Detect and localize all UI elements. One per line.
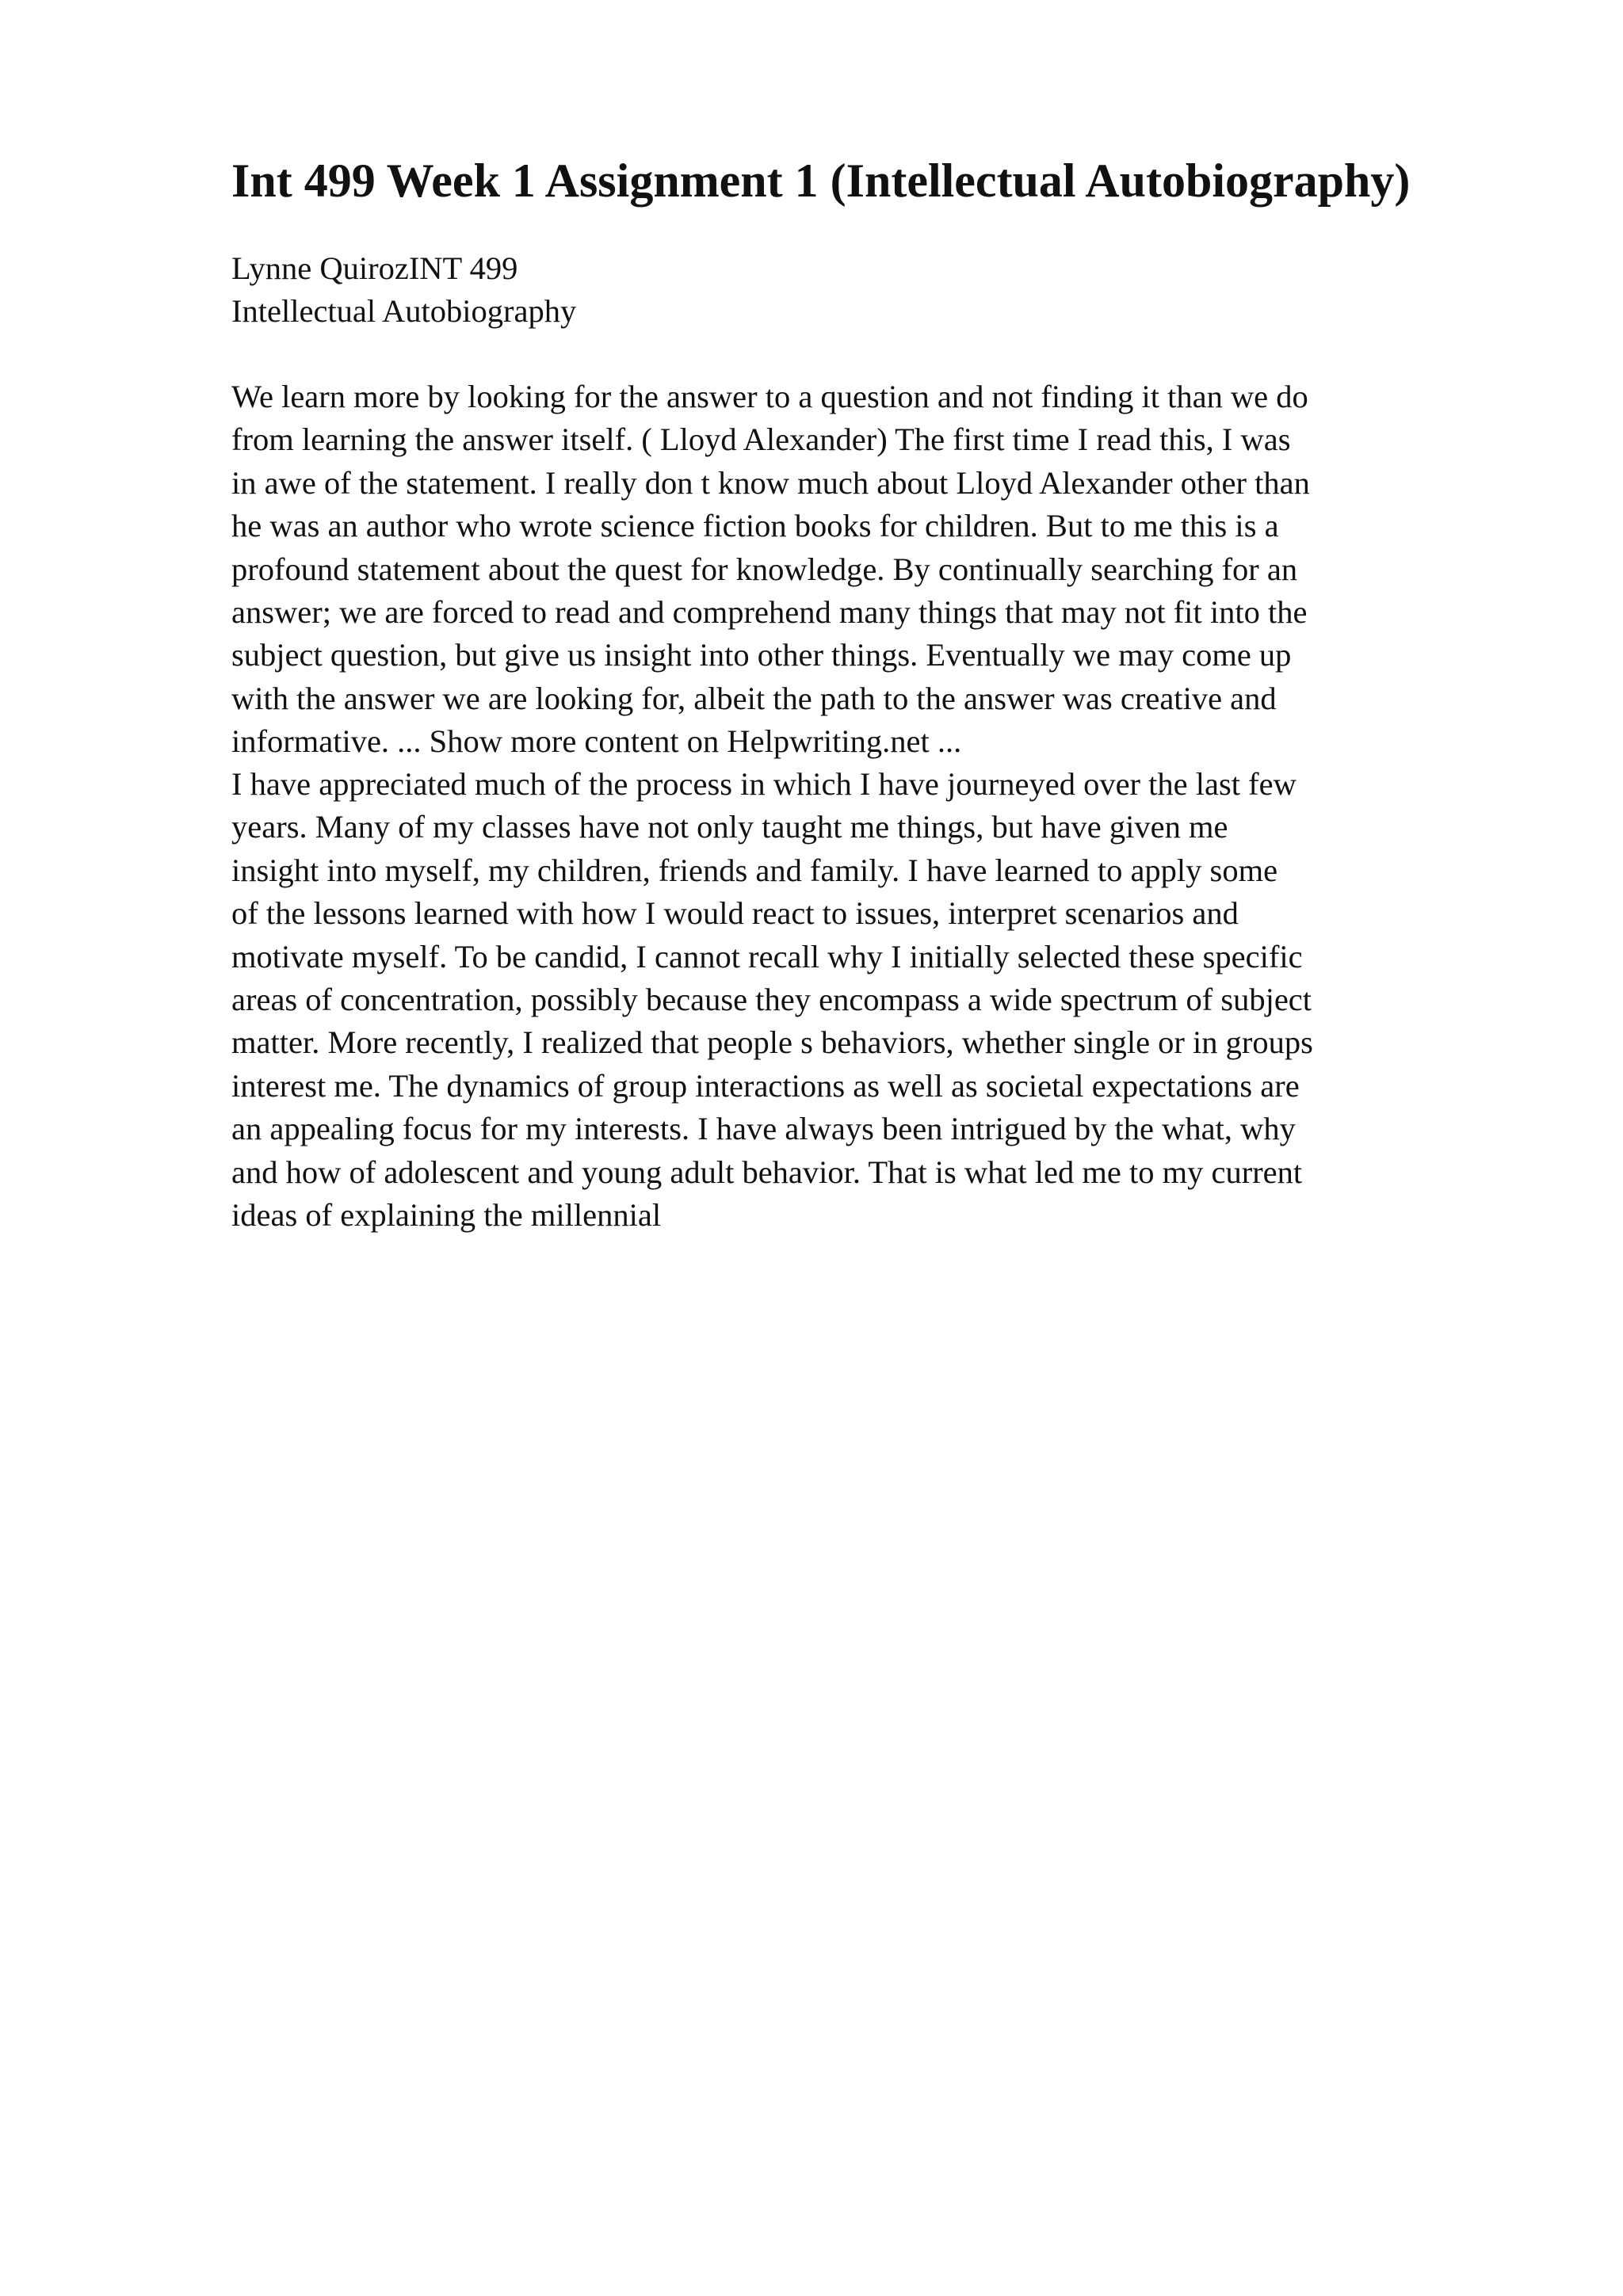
document-title: Int 499 Week 1 Assignment 1 (Intellectual Autobiography) (231, 154, 1411, 207)
paragraph-line: he was an author who wrote science fiction books for children. But to me this is a (231, 508, 1279, 544)
paragraph-line: We learn more by looking for the answer to a question and not finding it than we do (231, 379, 1308, 414)
paragraph-line: of the lessons learned with how I would react to issues, interpret scenarios and (231, 895, 1239, 932)
paragraph-line: from learning the answer itself. ( Lloyd Alexander) The first time I read this, I was (231, 421, 1291, 458)
paragraph-line: profound statement about the quest for knowledge. By continually searching for an (231, 551, 1298, 587)
paragraph-line: informative. ... Show more content on Helpwriting.net ... (231, 723, 962, 760)
paragraph-line: I have appreciated much of the process in which I have journeyed over the last few (231, 766, 1296, 802)
author-header (231, 247, 1499, 334)
paragraph-line: ideas of explaining the millennial (231, 1197, 662, 1234)
paragraph-1 (231, 376, 1499, 764)
paragraph-line: motivate myself. To be candid, I cannot recall why I initially selected these specific (231, 938, 1303, 974)
paragraph-2 (231, 763, 1499, 1237)
author-course-line: Lynne QuirozINT 499 (231, 250, 518, 286)
paragraph-line: matter. More recently, I realized that people s behaviors, whether single or in groups (231, 1024, 1313, 1061)
paragraph-line: interest me. The dynamics of group interactions as well as societal expectations are (231, 1067, 1300, 1104)
paragraph-line: answer; we are forced to read and comprehend many things that may not fit into the (231, 594, 1308, 631)
paragraph-line: subject question, but give us insight into other things. Eventually we may come up (231, 637, 1292, 673)
paragraph-line: and how of adolescent and young adult behavior. That is what led me to my current (231, 1154, 1303, 1190)
paragraph-line: an appealing focus for my interests. I have always been intrigued by the what, why (231, 1111, 1296, 1147)
paragraph-line: in awe of the statement. I really don t know much about Lloyd Alexander other than (231, 464, 1310, 501)
paragraph-line: areas of concentration, possibly because they encompass a wide spectrum of subject (231, 982, 1312, 1018)
document-subtitle: Intellectual Autobiography (231, 293, 577, 330)
paragraph-line: years. Many of my classes have not only taught me things, but have given me (231, 809, 1228, 845)
paragraph-line: insight into myself, my children, friends and family. I have learned to apply some (231, 852, 1278, 888)
paragraph-line: with the answer we are looking for, albeit the path to the answer was creative and (231, 680, 1277, 716)
